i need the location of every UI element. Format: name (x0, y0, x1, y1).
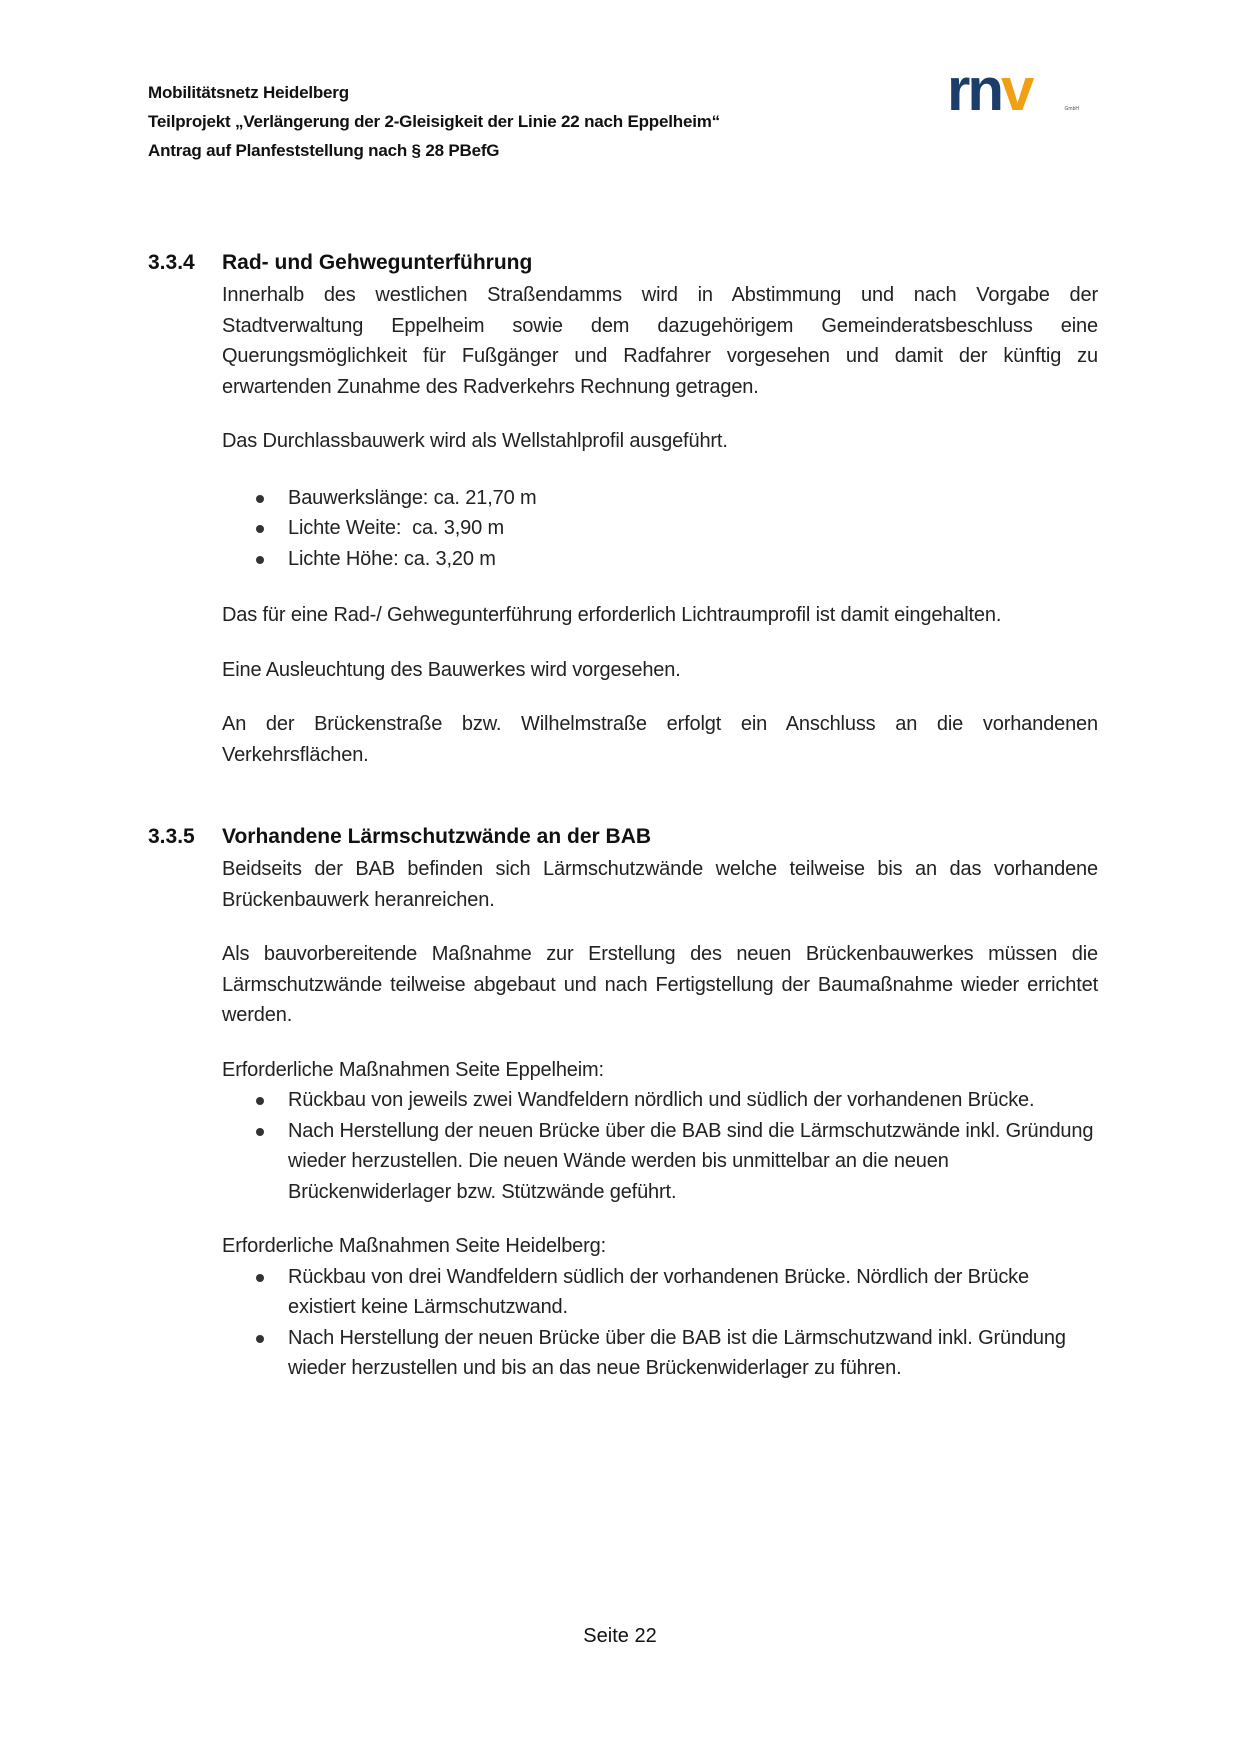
list-item-text: Nach Herstellung der neuen Brücke über die BAB sind die Lärmschutzwände inkl. Gründung wieder herzustellen. Die neuen Wände werden bis unmittelbar an die neuen Brückenwiderlager bzw. Stützwände geführt. (288, 1119, 1094, 1203)
paragraph: An der Brückenstraße bzw. Wilhelmstraße erfolgt ein Anschluss an die vorhandenen Verkehrsflächen. (222, 713, 1098, 766)
section-number: 3.3.4 (148, 251, 195, 274)
list-item-text: Lichte Weite: ca. 3,90 m (288, 517, 504, 539)
bullet-list-dimensions (148, 483, 1098, 575)
rnv-logo (947, 56, 1087, 123)
list-item (222, 513, 1098, 544)
measures-heidelberg-intro: Erforderliche Maßnahmen Seite Heidelberg: (222, 1235, 607, 1257)
list-item (222, 1262, 1098, 1323)
section-number: 3.3.5 (148, 825, 195, 848)
list-item (222, 1116, 1098, 1208)
paragraph: Das für eine Rad-/ Gehwegunterführung erforderlich Lichtraumprofil ist damit eingehalten. (222, 604, 1002, 626)
page-content (148, 248, 1098, 1384)
bullet-icon (256, 1335, 264, 1343)
header-application: Antrag auf Planfeststellung nach § 28 PBefG (148, 141, 500, 160)
paragraph: Das Durchlassbauwerk wird als Wellstahlprofil ausgeführt. (222, 430, 728, 452)
section-title: Vorhandene Lärmschutzwände an der BAB (222, 825, 652, 848)
list-item-text: Rückbau von jeweils zwei Wandfeldern nördlich und südlich der vorhandenen Brücke. (288, 1089, 1035, 1111)
list-item-text: Lichte Höhe: ca. 3,20 m (288, 547, 496, 570)
list-item (222, 1323, 1098, 1384)
section-heading-335 (148, 822, 1098, 852)
list-item-text: Rückbau von drei Wandfeldern südlich der vorhandenen Brücke. Nördlich der Brücke existiert keine Lärmschutzwand. (288, 1265, 1029, 1318)
bullet-icon (256, 1097, 264, 1105)
bullet-icon (256, 1128, 264, 1136)
logo-suffix: GmbH (1064, 106, 1079, 112)
list-item-text: Nach Herstellung der neuen Brücke über die BAB ist die Lärmschutzwand inkl. Gründung wieder herzustellen und bis an das neue Brückenwiderlager zu führen. (288, 1326, 1066, 1379)
bullet-icon (256, 1274, 264, 1282)
list-item (222, 1085, 1098, 1116)
bullet-list-eppelheim (222, 1085, 1098, 1207)
section-body-335 (222, 854, 1098, 1384)
document-header (148, 78, 720, 165)
paragraph: Eine Ausleuchtung des Bauwerkes wird vorgesehen. (222, 658, 681, 681)
header-project: Mobilitätsnetz Heidelberg (148, 83, 349, 102)
section-body-334 (222, 280, 1098, 770)
measures-eppelheim-intro: Erforderliche Maßnahmen Seite Eppelheim: (222, 1058, 604, 1081)
list-item (222, 483, 1098, 514)
paragraph: Innerhalb des westlichen Straßendamms wird in Abstimmung und nach Vorgabe der Stadtverwaltung Eppelheim sowie dem dazugehörigem Gemeinderatsbeschluss eine Querungsmöglichkeit für Fußgänger und Radfahrer vorgesehen und damit der künftig zu erwartenden Zunahme des Radverkehrs Rechnung getragen. (222, 284, 1098, 398)
paragraph: Als bauvorbereitende Maßnahme zur Erstellung des neuen Brückenbauwerkes müssen die Lärmschutzwände teilweise abgebaut und nach Fertigstellung der Baumaßnahme wieder errichtet werden. (222, 943, 1098, 1026)
logo-letter-orange: v (1001, 56, 1032, 123)
paragraph: Beidseits der BAB befinden sich Lärmschutzwände welche teilweise bis an das vorhandene Brückenbauwerk heranreichen. (222, 858, 1098, 911)
section-heading-334 (148, 248, 1098, 278)
bullet-icon (256, 556, 264, 564)
logo-letters-blue: rn (947, 56, 1001, 123)
list-item (222, 544, 1098, 575)
bullet-list-heidelberg (222, 1262, 1098, 1384)
bullet-icon (256, 495, 264, 503)
header-subproject: Teilprojekt „Verlängerung der 2-Gleisigkeit der Linie 22 nach Eppelheim“ (148, 112, 720, 131)
bullet-icon (256, 525, 264, 533)
page-number: Seite 22 (583, 1625, 657, 1647)
section-title: Rad- und Gehwegunterführung (222, 251, 533, 274)
list-item-text: Bauwerkslänge: ca. 21,70 m (288, 486, 537, 509)
